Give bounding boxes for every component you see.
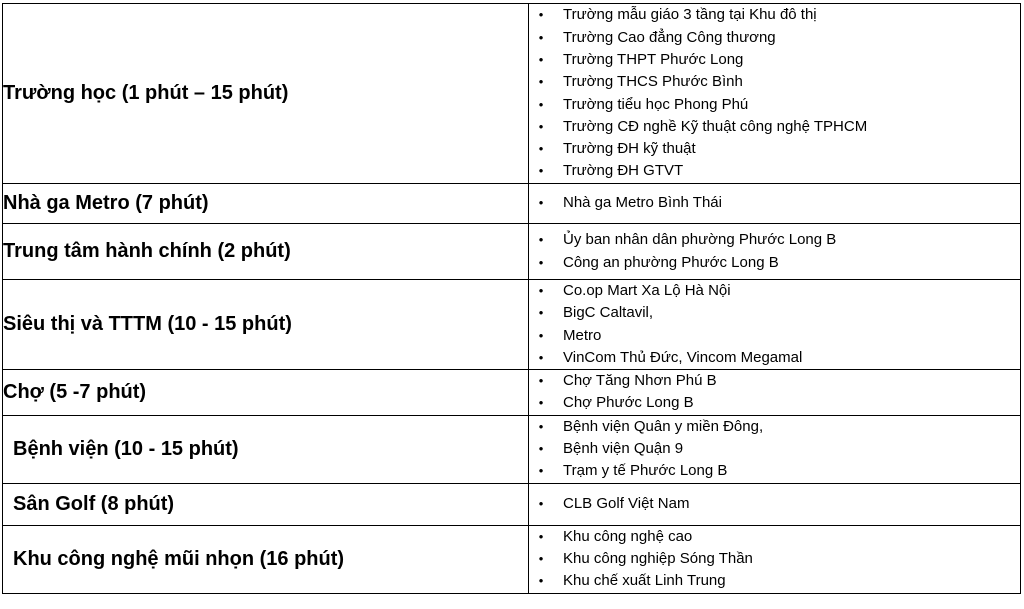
list-item-text: Nhà ga Metro Bình Thái xyxy=(563,194,722,212)
list-item-text: BigC Caltavil, xyxy=(563,304,654,322)
amenity-list-cell xyxy=(529,370,1021,416)
amenities-table xyxy=(2,3,1021,594)
list-item xyxy=(529,416,1020,438)
list-item-text: CLB Golf Việt Nam xyxy=(563,495,690,513)
bullet-icon: • xyxy=(538,163,544,179)
table-row xyxy=(3,4,1021,184)
list-item-text: Chợ Tăng Nhơn Phú B xyxy=(563,372,717,390)
category-label: Nhà ga Metro (7 phút) xyxy=(3,184,529,224)
list-item xyxy=(529,526,1020,548)
list-item-text: Khu công nghệ cao xyxy=(563,527,693,545)
list-item xyxy=(529,392,1020,414)
bullet-icon: • xyxy=(538,395,544,411)
list-item xyxy=(529,138,1020,160)
amenity-list xyxy=(529,416,1020,483)
list-item-text: Ủy ban nhân dân phường Phước Long B xyxy=(563,231,837,249)
list-item xyxy=(529,347,1020,369)
list-item-text: Metro xyxy=(563,326,602,344)
list-item xyxy=(529,4,1020,26)
category-label: Siêu thị và TTTM (10 - 15 phút) xyxy=(3,280,529,370)
list-item xyxy=(529,116,1020,138)
list-item xyxy=(529,160,1020,182)
list-item xyxy=(529,438,1020,460)
bullet-icon: • xyxy=(538,232,544,248)
amenity-list xyxy=(529,493,1020,515)
list-item-text: Trường THCS Phước Bình xyxy=(563,73,743,91)
bullet-icon: • xyxy=(538,373,544,389)
table-row xyxy=(3,224,1021,280)
bullet-icon: • xyxy=(538,463,544,479)
list-item-text: Khu công nghiệp Sóng Thần xyxy=(563,550,753,568)
bullet-icon: • xyxy=(538,349,544,365)
list-item xyxy=(529,280,1020,302)
list-item xyxy=(529,325,1020,347)
bullet-icon: • xyxy=(538,305,544,321)
table-row xyxy=(3,370,1021,416)
category-label: Bệnh viện (10 - 15 phút) xyxy=(3,415,529,483)
list-item xyxy=(529,570,1020,592)
amenity-list-cell xyxy=(529,483,1021,525)
bullet-icon: • xyxy=(538,51,544,67)
list-item-text: Chợ Phước Long B xyxy=(563,394,694,412)
bullet-icon: • xyxy=(538,74,544,90)
bullet-icon: • xyxy=(538,441,544,457)
list-item xyxy=(529,493,1020,515)
amenity-list xyxy=(529,280,1020,369)
bullet-icon: • xyxy=(538,195,544,211)
table-row xyxy=(3,483,1021,525)
amenity-list-cell xyxy=(529,224,1021,280)
list-item xyxy=(529,252,1020,274)
list-item-text: Trường ĐH kỹ thuật xyxy=(563,140,696,158)
list-item-text: Trường THPT Phước Long xyxy=(563,50,744,68)
amenities-table-body xyxy=(3,4,1021,594)
list-item-text: Trường mẫu giáo 3 tầng tại Khu đô thị xyxy=(563,6,817,24)
bullet-icon: • xyxy=(538,496,544,512)
amenity-list-cell xyxy=(529,4,1021,184)
table-row xyxy=(3,280,1021,370)
category-label: Trung tâm hành chính (2 phút) xyxy=(3,224,529,280)
list-item xyxy=(529,27,1020,49)
list-item xyxy=(529,370,1020,392)
list-item xyxy=(529,71,1020,93)
list-item-text: Khu chế xuất Linh Trung xyxy=(563,572,726,590)
list-item xyxy=(529,49,1020,71)
bullet-icon: • xyxy=(538,141,544,157)
table-row xyxy=(3,184,1021,224)
amenity-list xyxy=(529,229,1020,274)
amenity-list-cell xyxy=(529,525,1021,593)
list-item-text: Trạm y tế Phước Long B xyxy=(563,462,728,480)
table-row xyxy=(3,525,1021,593)
bullet-icon: • xyxy=(538,118,544,134)
category-label: Sân Golf (8 phút) xyxy=(3,483,529,525)
list-item-text: Trường ĐH GTVT xyxy=(563,162,684,180)
amenity-list xyxy=(529,370,1020,415)
list-item-text: VinCom Thủ Đức, Vincom Megamal xyxy=(563,348,803,366)
list-item xyxy=(529,460,1020,482)
table-row xyxy=(3,415,1021,483)
bullet-icon: • xyxy=(538,7,544,23)
amenity-list-cell xyxy=(529,280,1021,370)
list-item xyxy=(529,302,1020,324)
bullet-icon: • xyxy=(538,528,544,544)
bullet-icon: • xyxy=(538,418,544,434)
bullet-icon: • xyxy=(538,551,544,567)
list-item xyxy=(529,548,1020,570)
category-label: Khu công nghệ mũi nhọn (16 phút) xyxy=(3,525,529,593)
list-item-text: Trường Cao đẳng Công thương xyxy=(563,28,776,46)
bullet-icon: • xyxy=(538,29,544,45)
bullet-icon: • xyxy=(538,254,544,270)
bullet-icon: • xyxy=(538,283,544,298)
list-item-text: Trường tiểu học Phong Phú xyxy=(563,95,749,113)
amenity-list xyxy=(529,4,1020,182)
bullet-icon: • xyxy=(538,96,544,112)
list-item-text: Co.op Mart Xa Lộ Hà Nội xyxy=(563,282,731,299)
category-label: Trường học (1 phút – 15 phút) xyxy=(3,4,529,184)
list-item-text: Trường CĐ nghề Kỹ thuật công nghệ TPHCM xyxy=(563,117,868,135)
amenity-list xyxy=(529,526,1020,593)
list-item-text: Bệnh viện Quận 9 xyxy=(563,440,684,458)
bullet-icon: • xyxy=(538,327,544,343)
category-label: Chợ (5 -7 phút) xyxy=(3,370,529,416)
list-item-text: Công an phường Phước Long B xyxy=(563,253,779,271)
amenity-list-cell xyxy=(529,415,1021,483)
list-item xyxy=(529,229,1020,251)
bullet-icon: • xyxy=(538,573,544,589)
amenity-list-cell xyxy=(529,184,1021,224)
list-item xyxy=(529,192,1020,214)
list-item-text: Bệnh viện Quân y miền Đông, xyxy=(563,417,764,435)
list-item xyxy=(529,94,1020,116)
amenity-list xyxy=(529,192,1020,214)
